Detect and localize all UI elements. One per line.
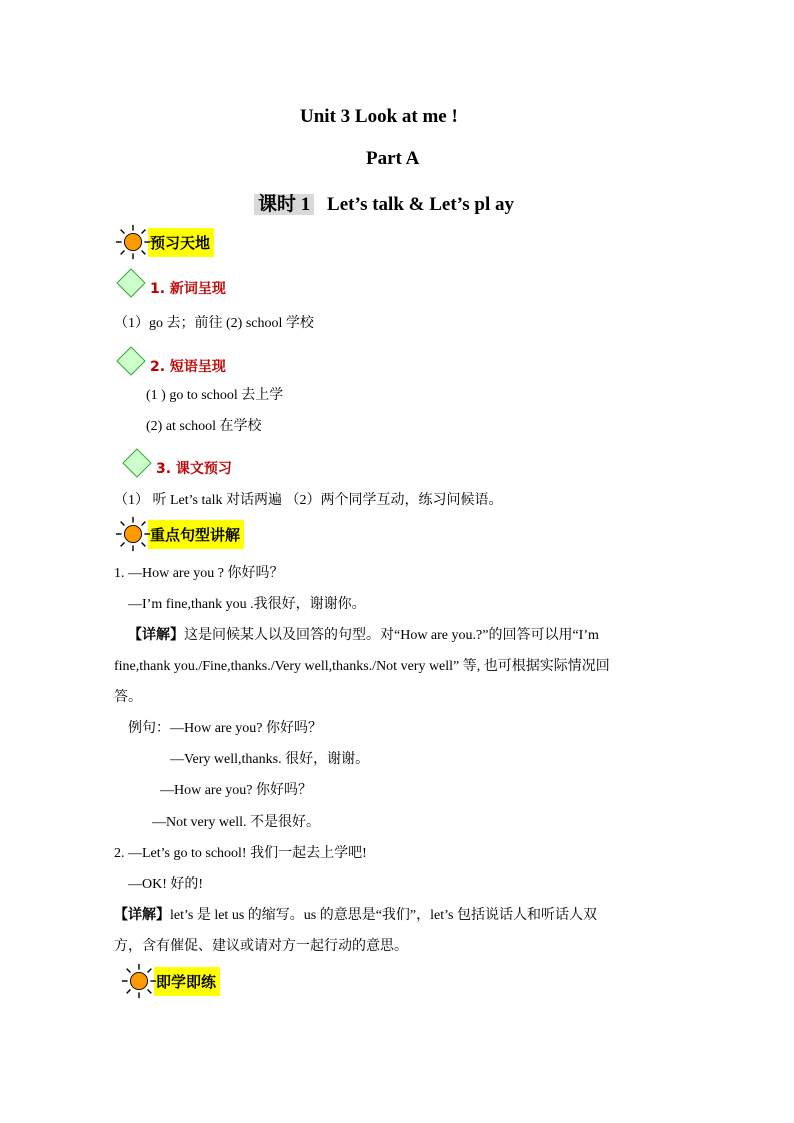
subsection-label: 1. 新词呈现 [150,281,226,297]
subsection-label: 3. 课文预习 [156,461,232,477]
section-label: 重点句型讲解 [148,520,244,549]
unit-title: Unit 3 Look at me ! [300,106,458,127]
subsection-phrases [116,346,226,376]
detail-2-line-1 [114,904,597,924]
sentence-2-answer: —OK! 好的! [128,877,204,892]
subsection-new-words [116,268,226,298]
section-key-sentences [114,515,244,553]
subsection-label: 2. 短语呈现 [150,359,226,375]
diamond-icon [122,448,152,478]
example-line-1: 例句：—How are you? 你好吗？ [128,721,323,736]
detail-1-line-2: fine,thank you./Fine,thanks./Very well,thanks./Not very well” 等, 也可根据实际情况回 [114,659,610,674]
sun-icon [120,962,158,1000]
detail-bracket: 【详解】 [114,908,170,923]
part-title: Part A [366,148,420,169]
detail-2-line-2: 方，含有催促、建议或请对方一起行动的意思。 [114,939,408,954]
section-practice [120,962,220,1000]
example-line-4: —Not very well. 不是很好。 [152,815,320,830]
lesson-title: Let’s talk & Let’s pl ay [327,194,515,215]
lesson-heading [254,189,514,216]
detail-bracket: 【详解】 [128,628,184,643]
sentence-1-answer: —I’m fine,thank you .我很好，谢谢你。 [128,597,366,612]
subsection-text-preview [122,448,232,478]
text-preview-line: （1） 听 Let’s talk 对话两遍 （2）两个同学互动，练习问候语。 [114,493,503,508]
section-label: 即学即练 [154,967,220,996]
phrase-line-1: (1 ) go to school 去上学 [146,388,284,403]
sentence-1-question: 1. —How are you ? 你好吗？ [114,566,284,581]
detail-text: 这是问候某人以及回答的句型。对“How are you.?”的回答可以用“I’m [184,628,599,643]
sun-icon [114,515,152,553]
example-line-2: —Very well,thanks. 很好，谢谢。 [170,752,370,767]
diamond-icon [116,346,146,376]
detail-text: let’s 是 let us 的缩写。us 的意思是“我们”，let’s 包括说话人和听话人双 [170,908,597,923]
detail-1-line-1 [128,624,599,644]
sun-icon [114,223,152,261]
sentence-2-question: 2. —Let’s go to school! 我们一起去上学吧! [114,846,367,861]
words-line: （1）go 去；前往 (2) school 学校 [114,316,314,331]
diamond-icon [116,268,146,298]
detail-1-line-3: 答。 [114,690,142,705]
phrase-line-2: (2) at school 在学校 [146,419,262,434]
section-preview [114,223,214,261]
example-line-3: —How are you? 你好吗？ [160,783,313,798]
section-label: 预习天地 [148,228,214,257]
lesson-label: 课时 1 [254,194,314,215]
